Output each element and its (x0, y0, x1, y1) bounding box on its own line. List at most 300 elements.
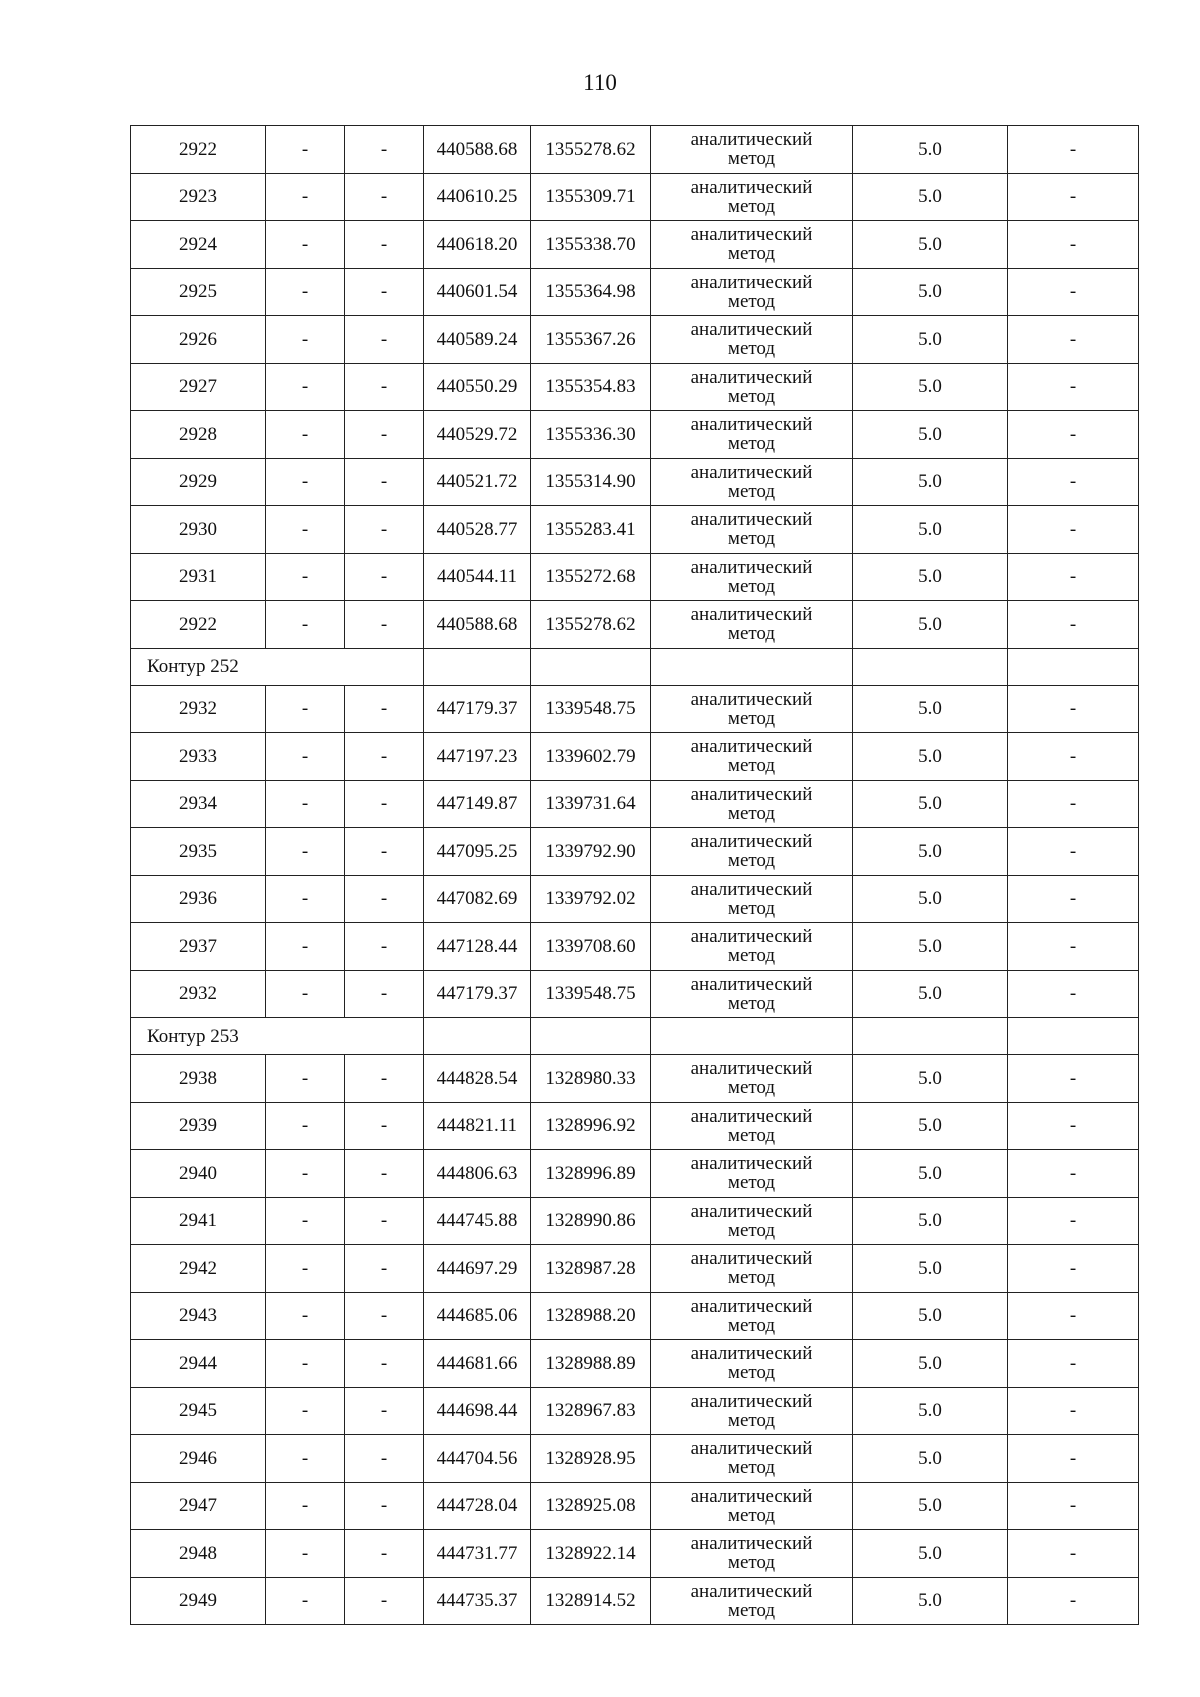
note-cell: - (1008, 126, 1139, 174)
x-coordinate-cell: 440588.68 (424, 126, 531, 174)
y-coordinate-cell: 1328967.83 (531, 1387, 651, 1435)
note-cell: - (1008, 1387, 1139, 1435)
dash-cell: - (266, 221, 345, 269)
method-line-2: метод (727, 1219, 776, 1241)
accuracy-cell: 5.0 (853, 553, 1008, 601)
accuracy-cell: 5.0 (853, 1245, 1008, 1293)
note-cell: - (1008, 1292, 1139, 1340)
point-id-cell: 2941 (131, 1197, 266, 1245)
dash-cell: - (345, 601, 424, 649)
method-line-2: метод (727, 338, 776, 360)
empty-cell (531, 1018, 651, 1055)
dash-cell: - (266, 363, 345, 411)
note-cell: - (1008, 506, 1139, 554)
point-id-cell: 2934 (131, 780, 266, 828)
table-row (131, 1482, 1139, 1530)
dash-cell: - (345, 411, 424, 459)
accuracy-cell: 5.0 (853, 1530, 1008, 1578)
y-coordinate-cell: 1328928.95 (531, 1435, 651, 1483)
table-row (131, 1387, 1139, 1435)
note-cell: - (1008, 411, 1139, 459)
x-coordinate-cell: 447095.25 (424, 828, 531, 876)
method-line-2: метод (727, 1504, 776, 1526)
table-row (131, 173, 1139, 221)
note-cell: - (1008, 685, 1139, 733)
table-row (131, 685, 1139, 733)
method-cell (651, 506, 853, 554)
point-id-cell: 2932 (131, 685, 266, 733)
method-cell (651, 411, 853, 459)
method-line-1: аналитический (690, 129, 813, 151)
method-line-2: метод (727, 1552, 776, 1574)
method-line-2: метод (727, 195, 776, 217)
method-line-2: метод (727, 243, 776, 265)
note-cell: - (1008, 458, 1139, 506)
method-line-2: метод (727, 575, 776, 597)
y-coordinate-cell: 1328996.89 (531, 1150, 651, 1198)
method-cell (651, 1435, 853, 1483)
dash-cell: - (266, 1292, 345, 1340)
dash-cell: - (266, 411, 345, 459)
empty-cell (424, 648, 531, 685)
point-id-cell: 2944 (131, 1340, 266, 1388)
accuracy-cell: 5.0 (853, 268, 1008, 316)
dash-cell: - (266, 1340, 345, 1388)
x-coordinate-cell: 440544.11 (424, 553, 531, 601)
accuracy-cell: 5.0 (853, 126, 1008, 174)
table-row (131, 601, 1139, 649)
empty-cell (651, 1018, 853, 1055)
method-cell (651, 221, 853, 269)
table-row (131, 970, 1139, 1018)
x-coordinate-cell: 444728.04 (424, 1482, 531, 1530)
accuracy-cell: 5.0 (853, 221, 1008, 269)
note-cell: - (1008, 1482, 1139, 1530)
y-coordinate-cell: 1328990.86 (531, 1197, 651, 1245)
method-line-1: аналитический (690, 878, 813, 900)
method-line-2: метод (727, 1172, 776, 1194)
method-line-1: аналитический (690, 556, 813, 578)
dash-cell: - (266, 1245, 345, 1293)
accuracy-cell: 5.0 (853, 780, 1008, 828)
method-line-1: аналитический (690, 688, 813, 710)
table-row (131, 1150, 1139, 1198)
table-row (131, 1530, 1139, 1578)
method-cell (651, 1245, 853, 1293)
dash-cell: - (345, 733, 424, 781)
accuracy-cell: 5.0 (853, 1577, 1008, 1625)
dash-cell: - (266, 875, 345, 923)
method-line-2: метод (727, 945, 776, 967)
point-id-cell: 2945 (131, 1387, 266, 1435)
note-cell: - (1008, 553, 1139, 601)
x-coordinate-cell: 444685.06 (424, 1292, 531, 1340)
dash-cell: - (266, 1197, 345, 1245)
method-line-2: метод (727, 1362, 776, 1384)
accuracy-cell: 5.0 (853, 316, 1008, 364)
x-coordinate-cell: 440588.68 (424, 601, 531, 649)
dash-cell: - (345, 363, 424, 411)
contour-label: Контур 252 (131, 648, 424, 685)
dash-cell: - (266, 1387, 345, 1435)
note-cell: - (1008, 1150, 1139, 1198)
empty-cell (1008, 1018, 1139, 1055)
method-cell (651, 1387, 853, 1435)
accuracy-cell: 5.0 (853, 970, 1008, 1018)
note-cell: - (1008, 1197, 1139, 1245)
y-coordinate-cell: 1339548.75 (531, 685, 651, 733)
accuracy-cell: 5.0 (853, 506, 1008, 554)
point-id-cell: 2924 (131, 221, 266, 269)
table-row (131, 1577, 1139, 1625)
note-cell: - (1008, 316, 1139, 364)
method-cell (651, 268, 853, 316)
x-coordinate-cell: 440601.54 (424, 268, 531, 316)
table-row (131, 126, 1139, 174)
method-line-2: метод (727, 850, 776, 872)
method-line-2: метод (727, 802, 776, 824)
method-line-1: аналитический (690, 509, 813, 531)
contour-header-row (131, 1018, 1139, 1055)
table-row (131, 506, 1139, 554)
method-cell (651, 1102, 853, 1150)
point-id-cell: 2943 (131, 1292, 266, 1340)
method-cell (651, 553, 853, 601)
accuracy-cell: 5.0 (853, 685, 1008, 733)
accuracy-cell: 5.0 (853, 1055, 1008, 1103)
method-line-1: аналитический (690, 1153, 813, 1175)
x-coordinate-cell: 440528.77 (424, 506, 531, 554)
y-coordinate-cell: 1339731.64 (531, 780, 651, 828)
accuracy-cell: 5.0 (853, 458, 1008, 506)
method-line-2: метод (727, 290, 776, 312)
dash-cell: - (266, 458, 345, 506)
point-id-cell: 2947 (131, 1482, 266, 1530)
method-line-2: метод (727, 528, 776, 550)
accuracy-cell: 5.0 (853, 923, 1008, 971)
note-cell: - (1008, 1340, 1139, 1388)
point-id-cell: 2922 (131, 126, 266, 174)
note-cell: - (1008, 268, 1139, 316)
note-cell: - (1008, 970, 1139, 1018)
dash-cell: - (345, 1055, 424, 1103)
dash-cell: - (266, 1055, 345, 1103)
dash-cell: - (266, 601, 345, 649)
method-line-1: аналитический (690, 1295, 813, 1317)
table-row (131, 828, 1139, 876)
method-cell (651, 923, 853, 971)
accuracy-cell: 5.0 (853, 411, 1008, 459)
method-line-1: аналитический (690, 1058, 813, 1080)
x-coordinate-cell: 440618.20 (424, 221, 531, 269)
dash-cell: - (266, 316, 345, 364)
accuracy-cell: 5.0 (853, 1482, 1008, 1530)
dash-cell: - (266, 173, 345, 221)
x-coordinate-cell: 447082.69 (424, 875, 531, 923)
method-cell (651, 173, 853, 221)
method-line-2: метод (727, 623, 776, 645)
dash-cell: - (345, 1197, 424, 1245)
x-coordinate-cell: 444681.66 (424, 1340, 531, 1388)
point-id-cell: 2949 (131, 1577, 266, 1625)
point-id-cell: 2927 (131, 363, 266, 411)
method-line-1: аналитический (690, 461, 813, 483)
accuracy-cell: 5.0 (853, 1292, 1008, 1340)
dash-cell: - (345, 1435, 424, 1483)
x-coordinate-cell: 440529.72 (424, 411, 531, 459)
method-line-1: аналитический (690, 319, 813, 341)
method-line-2: метод (727, 385, 776, 407)
method-line-2: метод (727, 148, 776, 170)
y-coordinate-cell: 1328922.14 (531, 1530, 651, 1578)
table-row (131, 1435, 1139, 1483)
point-id-cell: 2928 (131, 411, 266, 459)
note-cell: - (1008, 1245, 1139, 1293)
method-cell (651, 875, 853, 923)
point-id-cell: 2923 (131, 173, 266, 221)
note-cell: - (1008, 828, 1139, 876)
method-line-1: аналитический (690, 1343, 813, 1365)
method-line-2: метод (727, 755, 776, 777)
accuracy-cell: 5.0 (853, 875, 1008, 923)
method-line-1: аналитический (690, 271, 813, 293)
dash-cell: - (345, 828, 424, 876)
empty-cell (531, 648, 651, 685)
method-cell (651, 126, 853, 174)
point-id-cell: 2933 (131, 733, 266, 781)
accuracy-cell: 5.0 (853, 1387, 1008, 1435)
dash-cell: - (345, 875, 424, 923)
dash-cell: - (345, 923, 424, 971)
accuracy-cell: 5.0 (853, 1150, 1008, 1198)
method-cell (651, 1055, 853, 1103)
y-coordinate-cell: 1339792.02 (531, 875, 651, 923)
dash-cell: - (345, 316, 424, 364)
table-row (131, 221, 1139, 269)
empty-cell (424, 1018, 531, 1055)
y-coordinate-cell: 1355283.41 (531, 506, 651, 554)
table-row (131, 316, 1139, 364)
method-line-1: аналитический (690, 176, 813, 198)
accuracy-cell: 5.0 (853, 363, 1008, 411)
y-coordinate-cell: 1355309.71 (531, 173, 651, 221)
dash-cell: - (345, 553, 424, 601)
dash-cell: - (266, 1577, 345, 1625)
method-cell (651, 733, 853, 781)
y-coordinate-cell: 1328980.33 (531, 1055, 651, 1103)
empty-cell (651, 648, 853, 685)
dash-cell: - (345, 1292, 424, 1340)
x-coordinate-cell: 447179.37 (424, 970, 531, 1018)
note-cell: - (1008, 875, 1139, 923)
point-id-cell: 2922 (131, 601, 266, 649)
method-cell (651, 1482, 853, 1530)
accuracy-cell: 5.0 (853, 1340, 1008, 1388)
method-line-1: аналитический (690, 224, 813, 246)
method-line-2: метод (727, 1124, 776, 1146)
y-coordinate-cell: 1355338.70 (531, 221, 651, 269)
x-coordinate-cell: 444821.11 (424, 1102, 531, 1150)
page-number: 110 (583, 70, 617, 95)
empty-cell (853, 648, 1008, 685)
method-line-2: метод (727, 1314, 776, 1336)
x-coordinate-cell: 444806.63 (424, 1150, 531, 1198)
x-coordinate-cell: 440550.29 (424, 363, 531, 411)
note-cell: - (1008, 1577, 1139, 1625)
accuracy-cell: 5.0 (853, 601, 1008, 649)
accuracy-cell: 5.0 (853, 1197, 1008, 1245)
y-coordinate-cell: 1355314.90 (531, 458, 651, 506)
dash-cell: - (266, 780, 345, 828)
point-id-cell: 2929 (131, 458, 266, 506)
point-id-cell: 2937 (131, 923, 266, 971)
method-line-2: метод (727, 480, 776, 502)
dash-cell: - (266, 1435, 345, 1483)
accuracy-cell: 5.0 (853, 733, 1008, 781)
dash-cell: - (345, 970, 424, 1018)
x-coordinate-cell: 444698.44 (424, 1387, 531, 1435)
note-cell: - (1008, 1435, 1139, 1483)
table-row (131, 733, 1139, 781)
dash-cell: - (345, 1340, 424, 1388)
method-cell (651, 1530, 853, 1578)
point-id-cell: 2931 (131, 553, 266, 601)
table-row (131, 875, 1139, 923)
method-cell (651, 1577, 853, 1625)
point-id-cell: 2930 (131, 506, 266, 554)
dash-cell: - (345, 1577, 424, 1625)
method-line-1: аналитический (690, 831, 813, 853)
point-id-cell: 2932 (131, 970, 266, 1018)
method-cell (651, 828, 853, 876)
note-cell: - (1008, 1102, 1139, 1150)
method-line-2: метод (727, 707, 776, 729)
note-cell: - (1008, 173, 1139, 221)
dash-cell: - (345, 126, 424, 174)
method-line-1: аналитический (690, 414, 813, 436)
x-coordinate-cell: 444704.56 (424, 1435, 531, 1483)
method-line-1: аналитический (690, 783, 813, 805)
accuracy-cell: 5.0 (853, 173, 1008, 221)
note-cell: - (1008, 780, 1139, 828)
dash-cell: - (266, 506, 345, 554)
y-coordinate-cell: 1328987.28 (531, 1245, 651, 1293)
x-coordinate-cell: 444745.88 (424, 1197, 531, 1245)
table-row (131, 458, 1139, 506)
dash-cell: - (266, 1102, 345, 1150)
x-coordinate-cell: 440521.72 (424, 458, 531, 506)
dash-cell: - (266, 268, 345, 316)
point-id-cell: 2935 (131, 828, 266, 876)
point-id-cell: 2925 (131, 268, 266, 316)
dash-cell: - (266, 733, 345, 781)
y-coordinate-cell: 1339708.60 (531, 923, 651, 971)
y-coordinate-cell: 1355278.62 (531, 601, 651, 649)
y-coordinate-cell: 1355336.30 (531, 411, 651, 459)
y-coordinate-cell: 1355278.62 (531, 126, 651, 174)
method-line-2: метод (727, 433, 776, 455)
y-coordinate-cell: 1339548.75 (531, 970, 651, 1018)
method-line-1: аналитический (690, 1485, 813, 1507)
point-id-cell: 2940 (131, 1150, 266, 1198)
point-id-cell: 2942 (131, 1245, 266, 1293)
method-cell (651, 1197, 853, 1245)
point-id-cell: 2936 (131, 875, 266, 923)
empty-cell (853, 1018, 1008, 1055)
note-cell: - (1008, 923, 1139, 971)
dash-cell: - (345, 1150, 424, 1198)
x-coordinate-cell: 444731.77 (424, 1530, 531, 1578)
method-cell (651, 970, 853, 1018)
note-cell: - (1008, 1530, 1139, 1578)
x-coordinate-cell: 447179.37 (424, 685, 531, 733)
method-line-1: аналитический (690, 1390, 813, 1412)
y-coordinate-cell: 1328988.20 (531, 1292, 651, 1340)
y-coordinate-cell: 1339602.79 (531, 733, 651, 781)
dash-cell: - (266, 970, 345, 1018)
dash-cell: - (266, 828, 345, 876)
table-row (131, 363, 1139, 411)
point-id-cell: 2948 (131, 1530, 266, 1578)
dash-cell: - (266, 923, 345, 971)
dash-cell: - (345, 268, 424, 316)
point-id-cell: 2946 (131, 1435, 266, 1483)
empty-cell (1008, 648, 1139, 685)
dash-cell: - (266, 1150, 345, 1198)
x-coordinate-cell: 440589.24 (424, 316, 531, 364)
point-id-cell: 2926 (131, 316, 266, 364)
method-cell (651, 316, 853, 364)
dash-cell: - (345, 221, 424, 269)
method-line-2: метод (727, 897, 776, 919)
method-line-1: аналитический (690, 926, 813, 948)
method-line-1: аналитический (690, 1580, 813, 1602)
x-coordinate-cell: 444697.29 (424, 1245, 531, 1293)
method-line-1: аналитический (690, 1200, 813, 1222)
x-coordinate-cell: 444735.37 (424, 1577, 531, 1625)
method-line-1: аналитический (690, 1248, 813, 1270)
x-coordinate-cell: 447128.44 (424, 923, 531, 971)
x-coordinate-cell: 440610.25 (424, 173, 531, 221)
method-line-2: метод (727, 1077, 776, 1099)
note-cell: - (1008, 733, 1139, 781)
method-cell (651, 1292, 853, 1340)
method-line-1: аналитический (690, 736, 813, 758)
dash-cell: - (345, 1245, 424, 1293)
method-line-1: аналитический (690, 366, 813, 388)
table-row (131, 1292, 1139, 1340)
table-row (131, 1197, 1139, 1245)
method-line-1: аналитический (690, 1105, 813, 1127)
y-coordinate-cell: 1328925.08 (531, 1482, 651, 1530)
method-cell (651, 458, 853, 506)
dash-cell: - (345, 458, 424, 506)
dash-cell: - (345, 685, 424, 733)
method-line-2: метод (727, 1599, 776, 1621)
y-coordinate-cell: 1355354.83 (531, 363, 651, 411)
method-line-1: аналитический (690, 973, 813, 995)
y-coordinate-cell: 1328914.52 (531, 1577, 651, 1625)
table-row (131, 1340, 1139, 1388)
dash-cell: - (345, 1387, 424, 1435)
table-row (131, 1055, 1139, 1103)
point-id-cell: 2938 (131, 1055, 266, 1103)
dash-cell: - (345, 173, 424, 221)
dash-cell: - (345, 1482, 424, 1530)
contour-label: Контур 253 (131, 1018, 424, 1055)
method-cell (651, 780, 853, 828)
dash-cell: - (345, 780, 424, 828)
